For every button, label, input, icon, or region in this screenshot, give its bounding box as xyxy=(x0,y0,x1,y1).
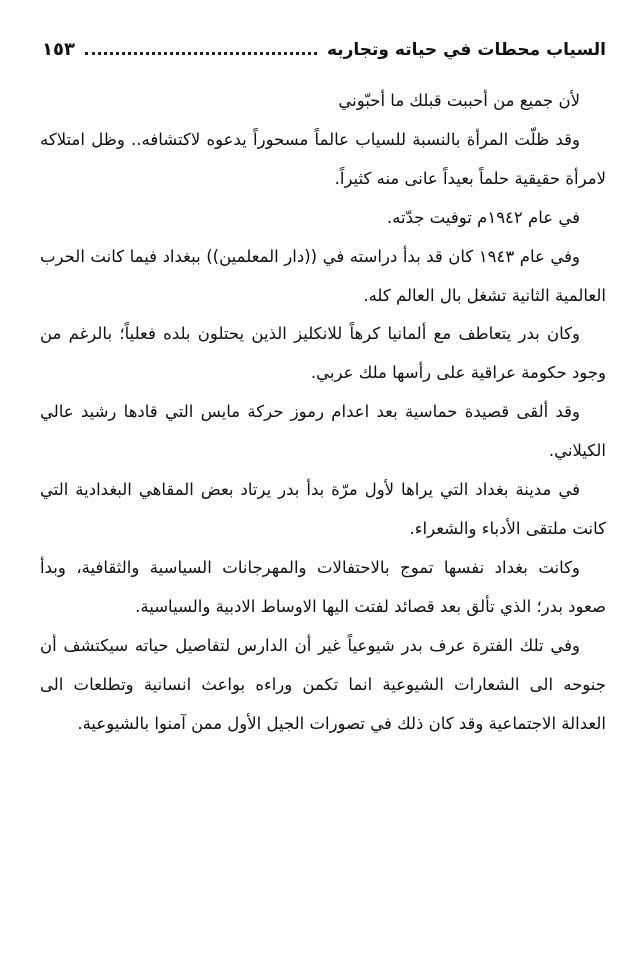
dot-leader xyxy=(85,52,317,55)
running-title: السياب محطات في حياته وتجاربه xyxy=(326,40,606,60)
paragraph: في عام ١٩٤٢م توفيت جدّته. xyxy=(386,207,580,227)
paragraph: وفي عام ١٩٤٣ كان قد بدأ دراسته في ((دار المعلمين)) ببغداد فيما كانت الحرب العالمية الثانية تشغل بال العالم كله. xyxy=(40,246,606,305)
body-text xyxy=(40,82,606,743)
page-header xyxy=(42,34,606,60)
paragraph: في مدينة بغداد التي يراها لأول مرّة بدأ بدر يرتاد بعض المقاهي البغدادية التي كانت ملتقى الأدباء والشعراء. xyxy=(40,480,606,538)
paragraph: وقد ظلّت المرأة بالنسبة للسياب عالماً مسحوراً يدعوه لاكتشافه.. وظل امتلاكه لامرأة حقيقية حلماً بعيداً عانى منه كثيراً. xyxy=(40,129,606,188)
paragraph: وقد ألقى قصيدة حماسية بعد اعدام رموز حركة مايس التي قادها رشيد عالي الكيلاني. xyxy=(40,402,606,461)
paragraph: وكان بدر يتعاطف مع ألمانيا كرهاً للانكليز الذين يحتلون بلده فعلياً؛ بالرغم من وجود حكومة عراقية على رأسها ملك عربي. xyxy=(40,324,606,383)
paragraph: وفي تلك الفترة عرف بدر شيوعياً غير أن الدارس لتفاصيل حياته سيكتشف أن جنوحه الى الشعارات الشيوعية انما تكمن وراءه بواعث انسانية وتطلعات الى العدالة الاجتماعية وقد كان ذلك في تصورات الجيل الأول ممن آمنوا بالشيوعية. xyxy=(40,635,606,733)
paragraph: وكانت بغداد نفسها تموج بالاحتفالات والمهرجانات السياسية والثقافية، وبدأ صعود بدر؛ الذي تألق بعد قصائد لفتت اليها الاوساط الادبية والسياسية. xyxy=(40,557,606,616)
page-number: ١٥٣ xyxy=(42,39,75,60)
verse-line: لأن جميع من أحببت قبلك ما أحبّوني xyxy=(338,91,580,110)
